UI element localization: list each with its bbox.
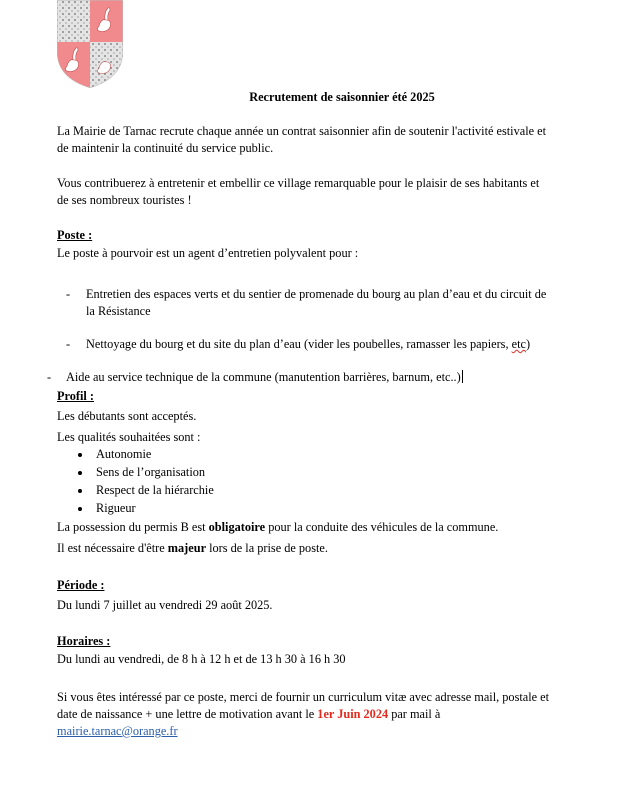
intro-line: La Mairie de Tarnac recrute chaque année un contrat saisonnier afin de soutenir l'activité estivale et (57, 124, 547, 138)
bullet-icon (78, 507, 82, 511)
list-dash: - (47, 370, 52, 384)
deadline-date: 1er Juin 2024 (317, 707, 389, 721)
section-heading-profil: Profil : (57, 389, 94, 403)
list-item: Entretien des espaces verts et du sentier de promenade du bourg au plan d’eau et du circuit de (86, 287, 547, 301)
quality-item: Respect de la hiérarchie (96, 483, 214, 497)
permis-line: La possession du permis B est obligatoire pour la conduite des véhicules de la commune. (57, 520, 499, 534)
quality-item: Autonomie (96, 447, 152, 461)
contact-line: date de naissance + une lettre de motivation avant le 1er Juin 2024 par mail à (57, 707, 441, 721)
list-dash: - (66, 287, 71, 301)
horaires-text: Du lundi au vendredi, de 8 h à 12 h et de 13 h 30 à 16 h 30 (57, 652, 346, 666)
intro-line: de ses nombreux touristes ! (57, 193, 192, 207)
bullet-icon (78, 471, 82, 475)
document-title: Recrutement de saisonnier été 2025 (249, 90, 435, 104)
email-link[interactable]: mairie.tarnac@orange.fr (57, 724, 178, 738)
list-item: Nettoyage du bourg et du site du plan d’eau (vider les poubelles, ramasser les papiers, etc) (86, 337, 531, 351)
section-heading-poste: Poste : (57, 228, 93, 242)
section-heading-periode: Période : (57, 578, 105, 592)
profil-line: Les débutants sont acceptés. (57, 409, 197, 423)
profil-line: Les qualités souhaitées sont : (57, 430, 201, 444)
intro-line: Vous contribuerez à entretenir et embellir ce village remarquable pour le plaisir de ses habitants et (57, 176, 540, 190)
periode-text: Du lundi 7 juillet au vendredi 29 août 2025. (57, 598, 273, 612)
intro-line: de maintenir la continuité du service public. (57, 141, 274, 155)
quality-item: Sens de l’organisation (96, 465, 206, 479)
coat-of-arms-logo (55, 0, 125, 88)
list-item: la Résistance (86, 304, 151, 318)
text-cursor (462, 370, 463, 383)
contact-line: Si vous êtes intéressé par ce poste, merci de fournir un curriculum vitæ avec adresse mail, postale et (57, 690, 550, 704)
list-item: Aide au service technique de la commune (manutention barrières, barnum, etc..) (66, 370, 461, 384)
poste-text: Le poste à pourvoir est un agent d’entretien polyvalent pour : (57, 246, 359, 260)
bullet-icon (78, 453, 82, 457)
bullet-icon (78, 489, 82, 493)
quality-item: Rigueur (96, 501, 136, 515)
list-dash: - (66, 337, 71, 351)
majeur-line: Il est nécessaire d'être majeur lors de la prise de poste. (57, 541, 328, 555)
section-heading-horaires: Horaires : (57, 634, 111, 648)
spellcheck-flag: etc (511, 337, 526, 351)
